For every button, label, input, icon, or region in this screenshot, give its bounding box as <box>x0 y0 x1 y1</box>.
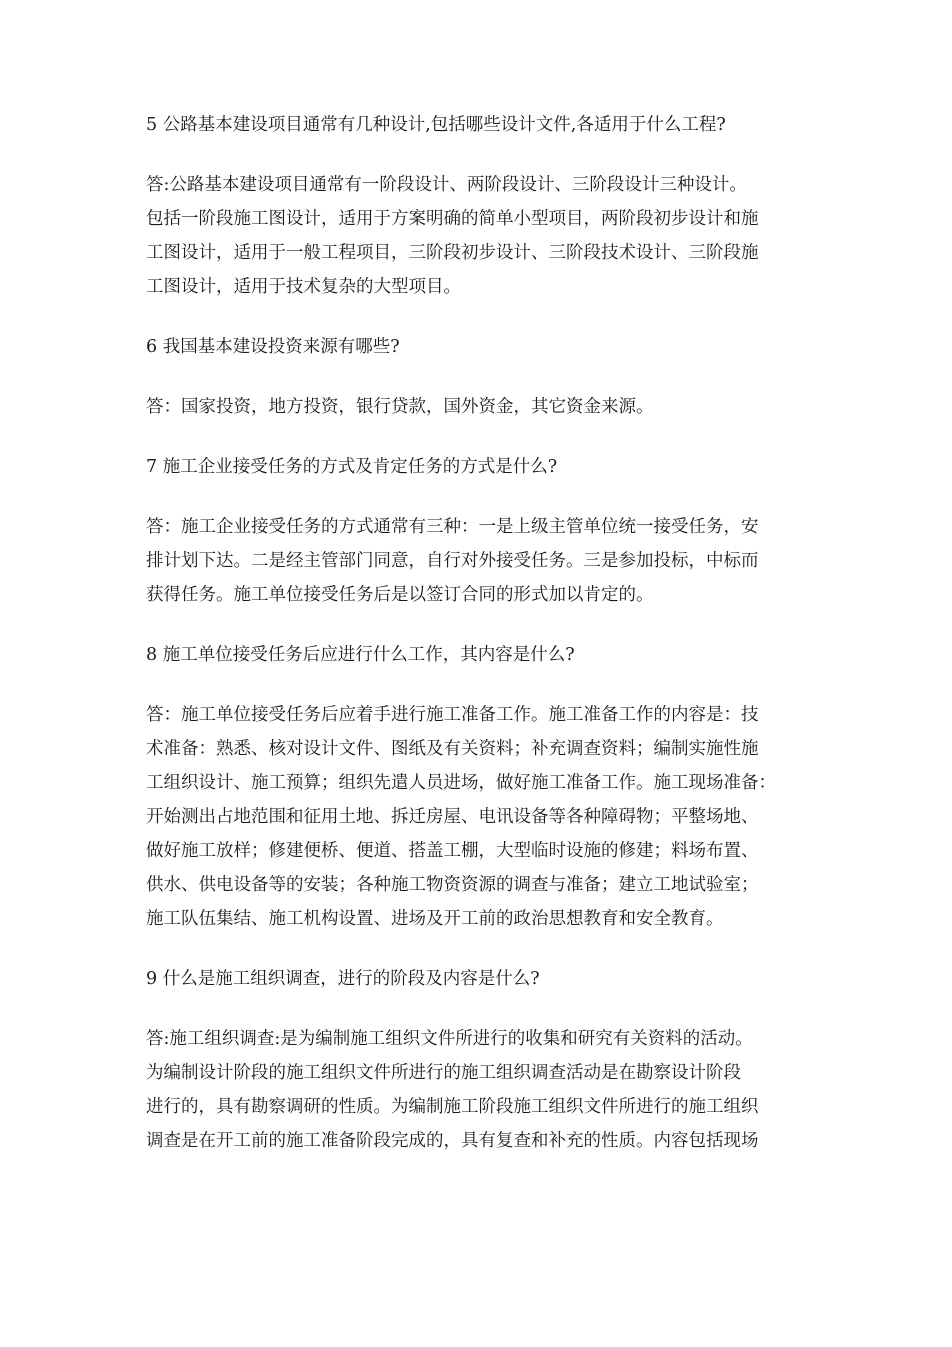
question-7-answer <box>146 510 812 612</box>
answer-line: 工图设计，适用于一般工程项目，三阶段初步设计、三阶段技术设计、三阶段施 <box>146 243 759 263</box>
question-5-title: 5 公路基本建设项目通常有几种设计,包括哪些设计文件,各适用于什么工程? <box>146 115 726 135</box>
answer-line: 答:施工组织调查:是为编制施工组织文件所进行的收集和研究有关资料的活动。 <box>146 1029 753 1049</box>
question-5-answer <box>146 168 812 304</box>
answer-line: 为编制设计阶段的施工组织文件所进行的施工组织调查活动是在勘察设计阶段 <box>146 1063 741 1083</box>
question-8-answer <box>146 698 812 936</box>
answer-line: 术准备：熟悉、核对设计文件、图纸及有关资料；补充调查资料；编制实施性施 <box>146 739 759 759</box>
answer-line: 供水、供电设备等的安装；各种施工物资资源的调查与准备；建立工地试验室； <box>146 875 759 895</box>
question-7-title: 7 施工企业接受任务的方式及肯定任务的方式是什么? <box>146 457 558 477</box>
answer-line: 开始测出占地范围和征用土地、拆迁房屋、电讯设备等各种障碍物；平整场地、 <box>146 807 759 827</box>
question-9-title: 9 什么是施工组织调查，进行的阶段及内容是什么? <box>146 969 540 989</box>
answer-line: 进行的，具有勘察调研的性质。为编制施工阶段施工组织文件所进行的施工组织 <box>146 1097 759 1117</box>
question-8-title: 8 施工单位接受任务后应进行什么工作，其内容是什么? <box>146 645 575 665</box>
answer-line: 答:公路基本建设项目通常有一阶段设计、两阶段设计、三阶段设计三种设计。 <box>146 175 747 195</box>
question-6-answer <box>146 390 812 424</box>
question-6-title: 6 我国基本建设投资来源有哪些? <box>146 337 400 357</box>
answer-line: 答：施工单位接受任务后应着手进行施工准备工作。施工准备工作的内容是：技 <box>146 705 759 725</box>
answer-line: 包括一阶段施工图设计，适用于方案明确的简单小型项目，两阶段初步设计和施 <box>146 209 759 229</box>
answer-line: 做好施工放样；修建便桥、便道、搭盖工棚，大型临时设施的修建；料场布置、 <box>146 841 759 861</box>
answer-line: 工组织设计、施工预算；组织先遣人员进场，做好施工准备工作。施工现场准备： <box>146 773 776 793</box>
question-9-answer <box>146 1022 812 1158</box>
answer-line: 答：国家投资，地方投资，银行贷款，国外资金，其它资金来源。 <box>146 397 654 417</box>
answer-line: 答：施工企业接受任务的方式通常有三种：一是上级主管单位统一接受任务，安 <box>146 517 759 537</box>
answer-line: 调查是在开工前的施工准备阶段完成的，具有复查和补充的性质。内容包括现场 <box>146 1131 759 1151</box>
answer-line: 排计划下达。二是经主管部门同意，自行对外接受任务。三是参加投标，中标而 <box>146 551 759 571</box>
answer-line: 工图设计，适用于技术复杂的大型项目。 <box>146 277 461 297</box>
answer-line: 施工队伍集结、施工机构设置、进场及开工前的政治思想教育和安全教育。 <box>146 909 724 929</box>
answer-line: 获得任务。施工单位接受任务后是以签订合同的形式加以肯定的。 <box>146 585 654 605</box>
